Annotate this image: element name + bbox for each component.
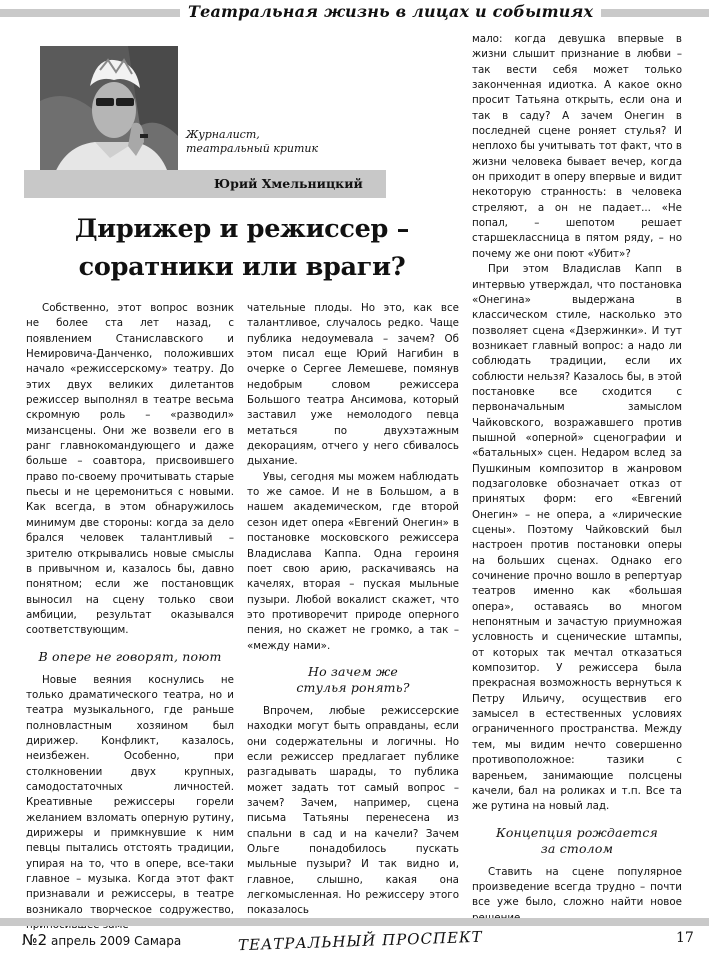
page-number: 17 — [676, 930, 694, 946]
column3-subheading — [472, 815, 682, 865]
article-column-1 — [26, 301, 234, 933]
section-header-title: Театральная жизнь в лицах и событиях — [180, 0, 601, 24]
issue-date: апрель 2009 Самара — [50, 934, 182, 948]
column2-paragraph-2: Увы, сегодня мы можем наблюдать то же самое. И не в Большом, а в нашем академическом, где второй сезон идет опера «Евгений Онегин» в постановке московского режиссера Владислава Каппа. Одна героиня поет свою арию, раскачиваясь на качелях, вторая – пуская мыльные пузыри. Любой вокалист скажет, что это противоречит природе оперного пения, но скажет не громко, а так – «между нами». — [247, 470, 459, 652]
article-headline — [30, 210, 454, 286]
author-role-line2: театральный критик — [186, 142, 319, 155]
column3-subheading-line1: Концепция рождается — [495, 824, 659, 840]
column2-subheading — [247, 654, 459, 704]
column3-paragraph-1: мало: когда девушка впервые в жизни слышит признание в любви – так вести себя может только законченная идиотка. А какое окно просит Татьяна открыть, если она и так в саду? А зачем Онегин в последней сцене роняет стулья? И неплохо бы учитывать тот факт, что в жизни человека бывает вечер, когда он приходит в оперу впервые и видит некоторую странность: в человека стреляют, а он не падает... «Не попал, – шепотом решает старшеклассница в пятом ряду, – но почему же они поют «Убит»? — [472, 33, 682, 260]
author-name: Юрий Хмельницкий — [214, 176, 363, 191]
column3-subheading-line2: за столом — [540, 840, 614, 856]
magazine-logo: ТЕАТРАЛЬНЫЙ ПРОСПЕКТ — [237, 927, 483, 955]
article-column-2 — [247, 301, 459, 919]
column2-paragraph-1: чательные плоды. Но это, как все талантливое, случалось редко. Чаще публика недоумевала – зачем? Об этом писал еще Юрий Нагибин в очерке о Сергее Лемешеве, помянув недобрым словом режиссера Большого театра Ансимова, который заставил уже немолодого певца метаться по двухэтажным декорациям, отчего у него сбивалось дыхание. — [247, 302, 459, 468]
author-credentials — [186, 128, 402, 156]
headline-line1: Дирижер и режиссер – — [74, 214, 410, 244]
headline-line2: соратники или враги? — [78, 252, 406, 282]
footer-issue — [22, 931, 181, 950]
issue-number: №2 — [22, 931, 48, 949]
column2-subheading-line1: Но зачем же — [308, 663, 398, 679]
column2-paragraph-3: Впрочем, любые режиссерские находки могут быть оправданы, если они содержательны и логичны. Но если режиссер предлагает публике разгадывать шарады, то публика может задать тот самый вопрос – зачем? Зачем, например, сцена письма Татьяны перенесена из спальни в сад и на качели? Зачем Ольге понадобилось пускать мыльные пузыри? И так видно и, главное, слышно, какая она легкомысленная. Но режиссеру этого показалось — [247, 704, 459, 917]
author-photo-image — [40, 46, 178, 188]
author-role-line1: Журналист, — [186, 128, 260, 141]
column3-paragraph-2: При этом Владислав Капп в интервью утверждал, что постановка «Онегина» выдержана в классическом стиле, насколько это позволяет сцена «Дзержинки». И тут возникает главный вопрос: а надо ли соблюдать традиции, если их соблюсти нельзя? Казалось бы, в этой постановке все сходится с первоначальным замыслом Чайковского, возражавшего против пышной «оперной» сценографии и «батальных» сцен. Недаром вслед за Пушкиным композитор в жанровом подзаголовке обозначает отказ от принятых форм: его «Евгений Онегин» – не опера, а «лирические сцены». Поэтому Чайковский был настроен против постановки оперы на больших сценах. Однако его сочинение прочно вошло в репертуар театров именно как «большая опера», оставаясь во многом непонятным и зачастую приумножая условность и сценические штампы, от которых так мечтал отказаться композитор. У режиссера была прекрасная возможность вернуться к Петру Ильичу, осуществив его замысел в естественных условиях ограниченного пространства. Между тем, мы видим нечто совершенно противоположное: тазики с вареньем, занимающие полсцены качели, бал на роликах и т.п. Все та же рутина на новый лад. — [472, 263, 682, 813]
column1-subheading: В опере не говорят, поют — [38, 648, 222, 664]
article-column-3 — [472, 32, 682, 926]
column3-paragraph-3: Ставить на сцене популярное произведение всегда трудно – почти все уже было, сложно найти новое — [472, 865, 682, 909]
author-photo — [40, 46, 178, 188]
column1-paragraph-2: Новые веяния коснулись не только драматического театра, но и театра музыкального, где раньше полновластным хозяином был дирижер. Конфликт, казалось, неизбежен. Особенно, при столкновении двух крупных, самодостаточных личностей. Креативные режиссеры горели желанием взломать оперную рутину, дирижеры и примкнувшие к ним певцы пытались отстоять традиции, упирая на то, что в опере, все-таки главное – музыка. Когда этот факт признавали и режиссеры, в театре возникало творческое содружество, — [26, 673, 234, 916]
bottom-rule — [0, 918, 709, 926]
column1-paragraph-1: Собственно, этот вопрос возник не более ста лет назад, с появлением Станиславского и Немировича-Данченко, положивших начало «режиссерскому» театру. До этих двух великих дилетантов режиссер выполнял в театре весьма скромную роль – «разводил» мизансцены. Они же возвели его в ранг главнокомандующего и даже больше – соавтора, присвоившего право по-своему прочитывать старые пьесы и не церемониться с новыми. Как всегда, в этом обнаружилось минимум две стороны: когда за дело брался человек талантливый – зрителю открывались новые смыслы в привычном и, казалось бы, давно понятном; если же постановщик выносил на сцену только свои амбиции, результат оказывался соответствующим. — [26, 302, 234, 637]
column2-subheading-line2: стулья ронять? — [296, 679, 410, 695]
